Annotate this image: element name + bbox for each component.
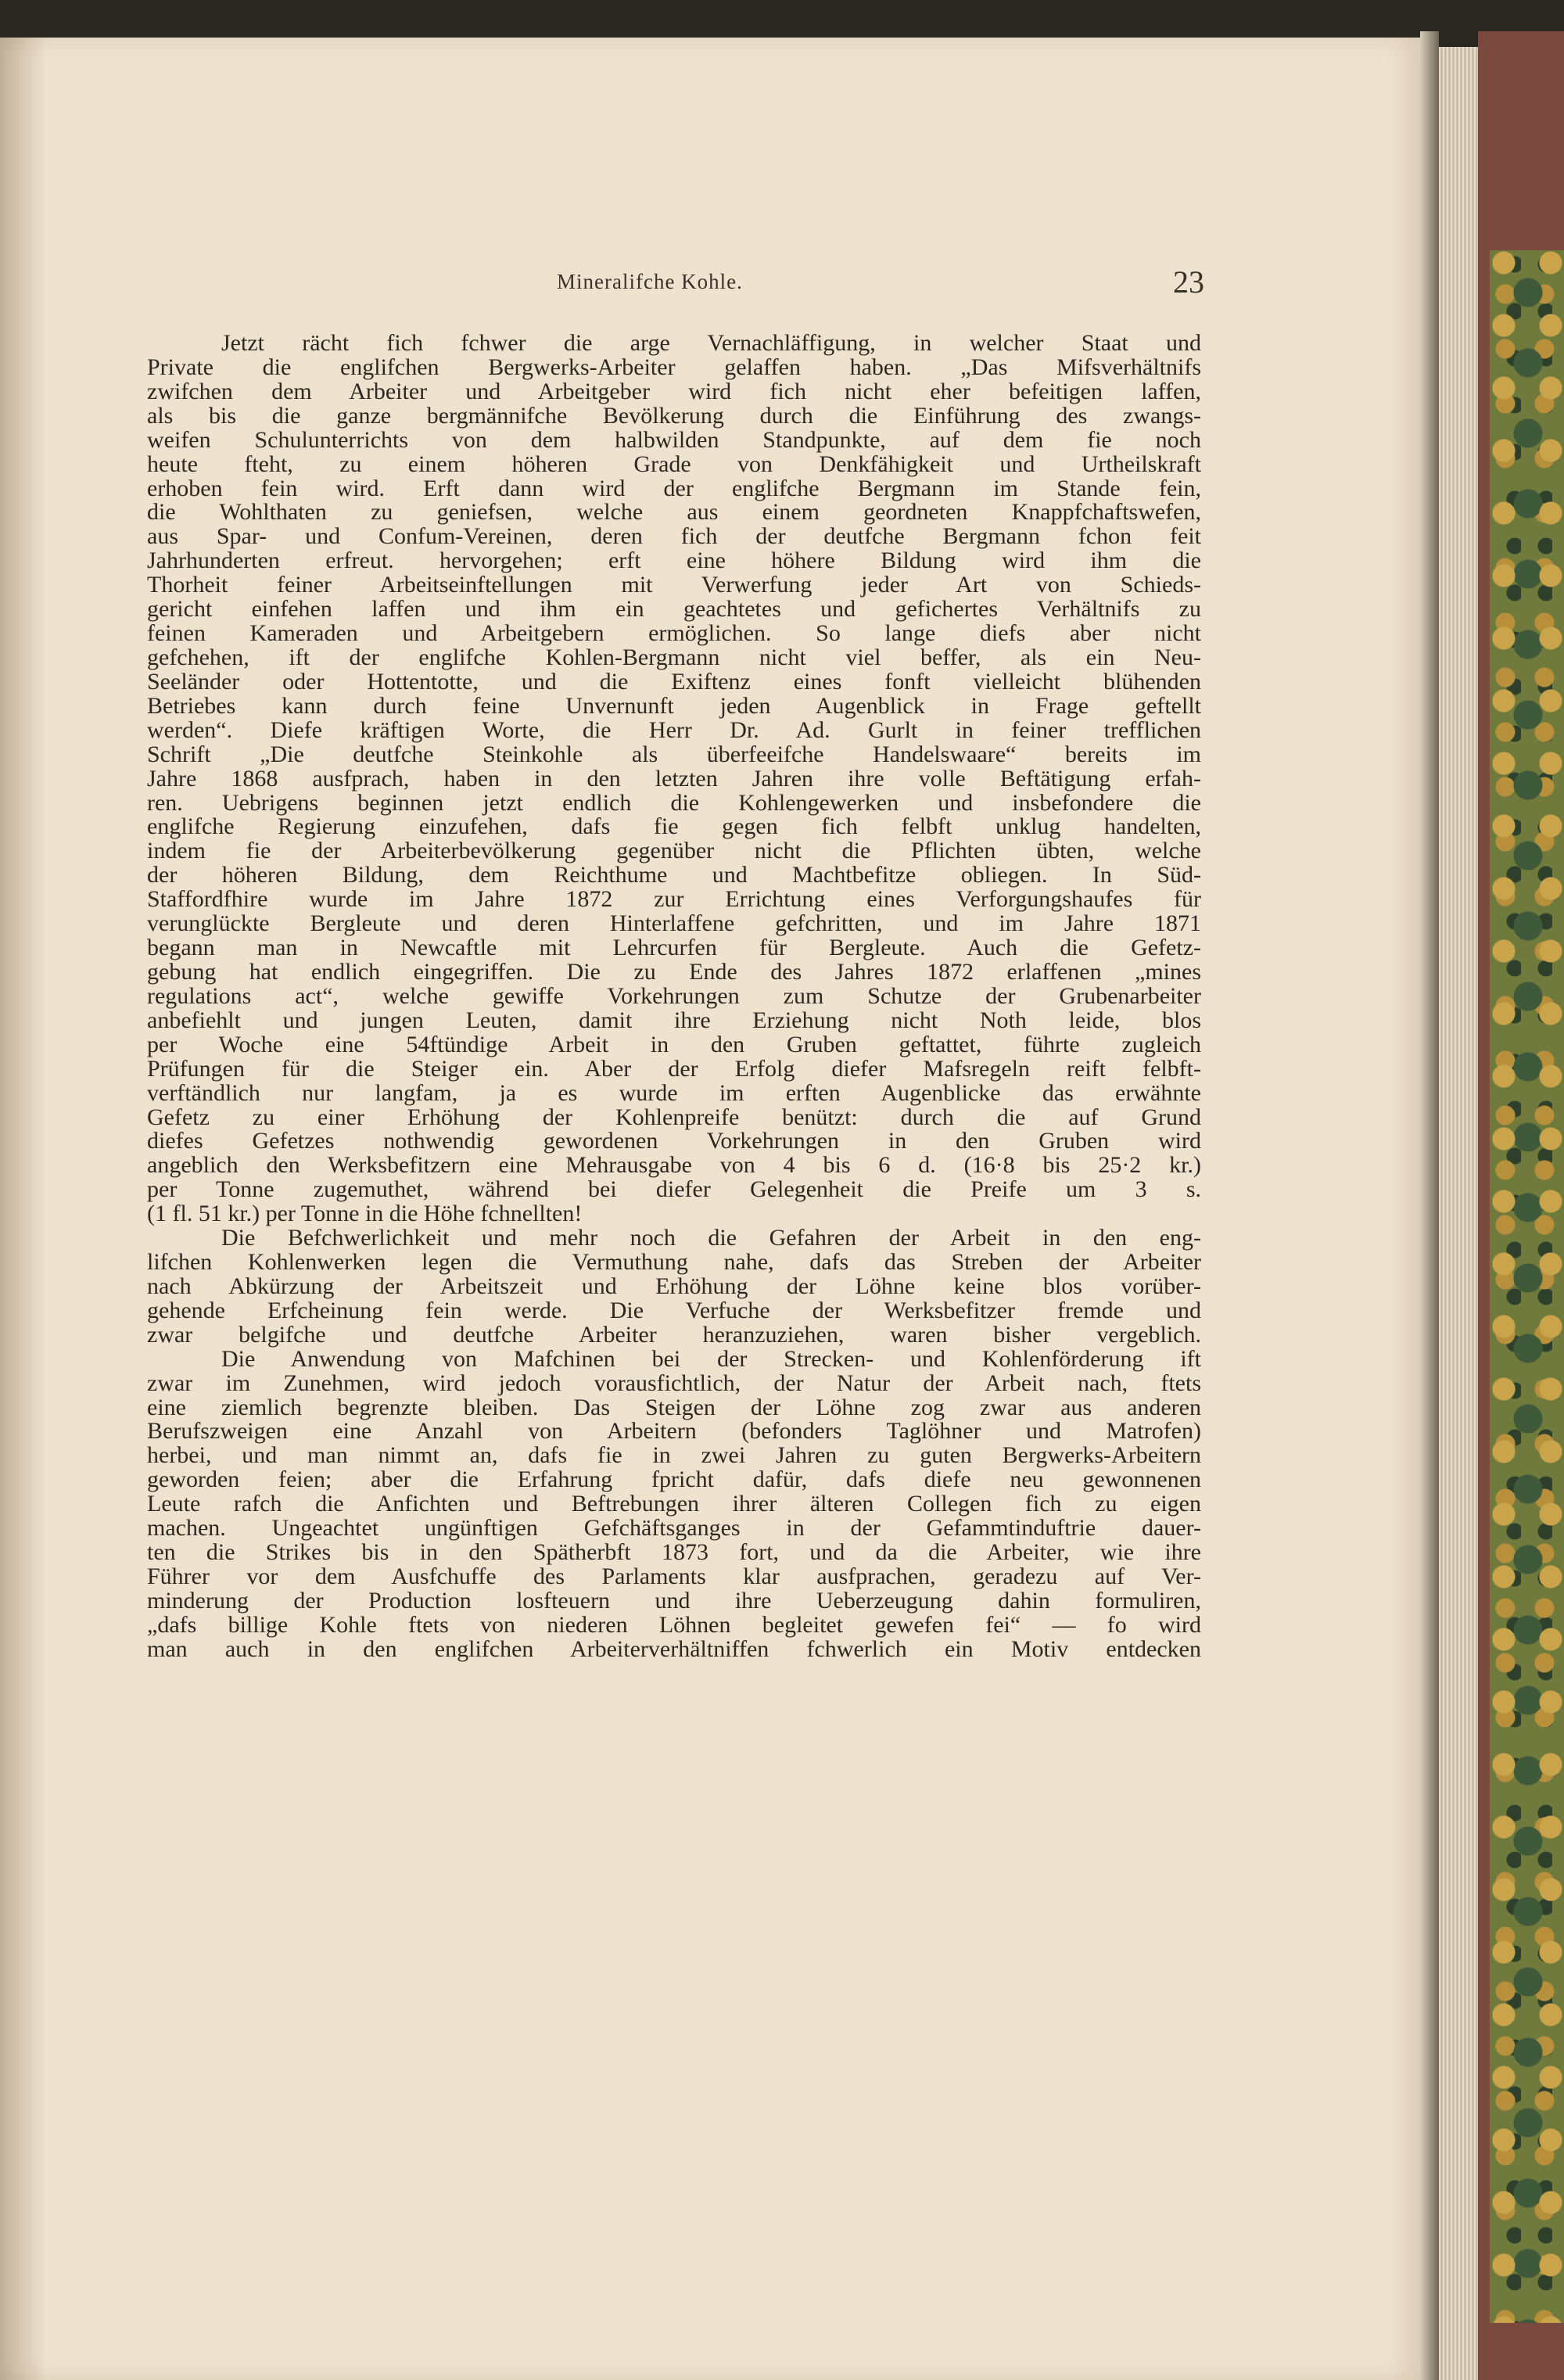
text-line: der höheren Bildung, dem Reichthume und Machtbefitze obliegen. In Süd- (147, 862, 1201, 888)
text-line: Betriebes kann durch feine Unvernunft jeden Augenblick in Frage geftellt (147, 692, 1201, 719)
text-line: Die Befchwerlichkeit und mehr noch die Gefahren der Arbeit in den eng- (221, 1225, 1201, 1251)
body-text (147, 332, 1201, 1662)
text-line: Jahrhunderten erfreut. hervorgehen; erft eine höhere Bildung wird ihm die (147, 547, 1201, 574)
text-line: per Tonne zugemuthet, während bei diefer Gelegenheit die Preife um 3 s. (147, 1176, 1201, 1203)
text-line: Leute rafch die Anfichten und Beftrebungen ihrer älteren Collegen fich zu eigen (147, 1491, 1201, 1517)
text-line: „dafs billige Kohle ftets von niederen Löhnen begleitet gewefen fei“ — fo wird (147, 1611, 1201, 1638)
page-edge-shadow (1420, 31, 1439, 2380)
text-line: zwar im Zunehmen, wird jedoch vorausfichtlich, der Natur der Arbeit nach, ftets (147, 1369, 1201, 1396)
text-line: regulations act“, welche gewiffe Vorkehrungen zum Schutze der Grubenarbeiter (147, 982, 1201, 1009)
text-line: Berufszweigen eine Anzahl von Arbeitern (befonders Taglöhner und Matrofen) (147, 1418, 1201, 1445)
text-line: Jahre 1868 ausfprach, haben in den letzten Jahren ihre volle Beftätigung erfah- (147, 765, 1201, 792)
text-line: zwar belgifche und deutfche Arbeiter heranzuziehen, waren bisher vergeblich. (147, 1321, 1201, 1348)
text-line: Gefetz zu einer Erhöhung der Kohlenpreife benützt: durch die auf Grund (147, 1104, 1201, 1130)
text-line: englifche Regierung einzufehen, dafs fie gegen fich felbft unklug handelten, (147, 813, 1201, 840)
text-line: Private die englifchen Bergwerks-Arbeiter gelaffen haben. „Das Mifsverhältnifs (147, 354, 1201, 380)
text-line: erhoben fein wird. Erft dann wird der englifche Bergmann im Stande fein, (147, 475, 1201, 501)
text-line: eine ziemlich begrenzte bleiben. Das Steigen der Löhne zog zwar aus anderen (147, 1394, 1201, 1420)
text-line: begann man in Newcaftle mit Lehrcurfen für Bergleute. Auch die Gefetz- (147, 935, 1201, 961)
marbled-cover-edge (1490, 250, 1564, 2323)
text-line: minderung der Production losfteuern und ihre Ueberzeugung dahin formuliren, (147, 1587, 1201, 1614)
text-line: gefchehen, ift der englifche Kohlen-Bergmann nicht viel beffer, als ein Neu- (147, 644, 1201, 670)
text-line: gebung hat endlich eingegriffen. Die zu Ende des Jahres 1872 erlaffenen „mines (147, 958, 1201, 985)
text-line: als bis die ganze bergmännifche Bevölkerung durch die Einführung des zwangs- (147, 402, 1201, 429)
text-line: werden“. Diefe kräftigen Worte, die Herr Dr. Ad. Gurlt in feiner trefflichen (147, 716, 1201, 743)
text-line: lifchen Kohlenwerken legen die Vermuthung nahe, dafs das Streben der Arbeiter (147, 1249, 1201, 1276)
gutter-shadow (0, 38, 47, 2380)
text-line: Prüfungen für die Steiger ein. Aber der Erfolg diefer Mafsregeln reift felbft- (147, 1055, 1201, 1082)
page-number: 23 (1173, 264, 1204, 300)
text-line: machen. Ungeachtet ungünftigen Gefchäftsganges in der Gefammtinduftrie dauer- (147, 1515, 1201, 1542)
text-line: feinen Kameraden und Arbeitgebern ermöglichen. So lange diefs aber nicht (147, 620, 1201, 647)
text-line: aus Spar- und Confum-Vereinen, deren fich der deutfche Bergmann fchon feit (147, 523, 1201, 550)
text-line: gericht einfehen laffen und ihm ein geachtetes und gefichertes Verhältnifs zu (147, 596, 1201, 623)
text-line: verunglückte Bergleute und deren Hinterlaffene gefchritten, und im Jahre 1871 (147, 910, 1201, 937)
text-line: Staffordfhire wurde im Jahre 1872 zur Errichtung eines Verforgungshaufes für (147, 886, 1201, 913)
text-line: ten die Strikes bis in den Spätherbft 1873 fort, und da die Arbeiter, wie ihre (147, 1539, 1201, 1566)
page-header (0, 264, 1420, 317)
text-line: gehende Erfcheinung fein werde. Die Verfuche der Werksbefitzer fremde und (147, 1297, 1201, 1323)
text-line: herbei, und man nimmt an, dafs fie in zwei Jahren zu guten Bergwerks-Arbeitern (147, 1442, 1201, 1469)
text-line: heute fteht, zu einem höheren Grade von Denkfähigkeit und Urtheilskraft (147, 451, 1201, 477)
text-line: die Wohlthaten zu geniefsen, welche aus einem geordneten Knappfchaftswefen, (147, 499, 1201, 526)
text-line: ren. Uebrigens beginnen jetzt endlich die Kohlengewerken und insbefondere die (147, 789, 1201, 816)
text-line: angeblich den Werksbefitzern eine Mehrausgabe von 4 bis 6 d. (16·8 bis 25·2 kr.) (147, 1152, 1201, 1179)
text-line: geworden feien; aber die Erfahrung fpricht dafür, dafs diefe neu gewonnenen (147, 1466, 1201, 1493)
text-line: Schrift „Die deutfche Steinkohle als überfeeifche Handelswaare“ bereits im (147, 741, 1201, 767)
text-line: anbefiehlt und jungen Leuten, damit ihre Erziehung nicht Noth leide, blos (147, 1007, 1201, 1033)
text-line: Jetzt rächt fich fchwer die arge Vernachläffigung, in welcher Staat und (221, 330, 1201, 356)
text-line: zwifchen dem Arbeiter und Arbeitgeber wird fich nicht eher befeitigen laffen, (147, 378, 1201, 404)
text-line: nach Abkürzung der Arbeitszeit und Erhöhung der Löhne keine blos vorüber- (147, 1273, 1201, 1299)
text-line: (1 fl. 51 kr.) per Tonne in die Höhe fchnellten! (147, 1201, 583, 1227)
text-line: diefes Gefetzes nothwendig gewordenen Vorkehrungen in den Gruben wird (147, 1128, 1201, 1154)
text-line: weifen Schulunterrichts von dem halbwilden Standpunkte, auf dem fie noch (147, 426, 1201, 453)
text-line: Die Anwendung von Mafchinen bei der Strecken- und Kohlenförderung ift (221, 1345, 1201, 1372)
text-line: man auch in den englifchen Arbeiterverhältniffen fchwerlich ein Motiv entdecken (147, 1635, 1201, 1662)
text-line: per Woche eine 54ftündige Arbeit in den Gruben geftattet, führte zugleich (147, 1031, 1201, 1057)
text-line: verftändlich nur langfam, ja es wurde im erften Augenblicke das erwähnte (147, 1079, 1201, 1106)
page-stack (1439, 47, 1478, 2380)
text-line: Thorheit feiner Arbeitseinftellungen mit Verwerfung jeder Art von Schieds- (147, 572, 1201, 598)
text-line: Führer vor dem Ausfchuffe des Parlaments klar ausfprachen, geradezu auf Ver- (147, 1563, 1201, 1590)
text-line: indem fie der Arbeiterbevölkerung gegenüber nicht die Pflichten übten, welche (147, 838, 1201, 864)
running-head: Mineralifche Kohle. (557, 270, 743, 293)
text-line: Seeländer oder Hottentotte, und die Exiftenz eines fonft vielleicht blühenden (147, 668, 1201, 695)
